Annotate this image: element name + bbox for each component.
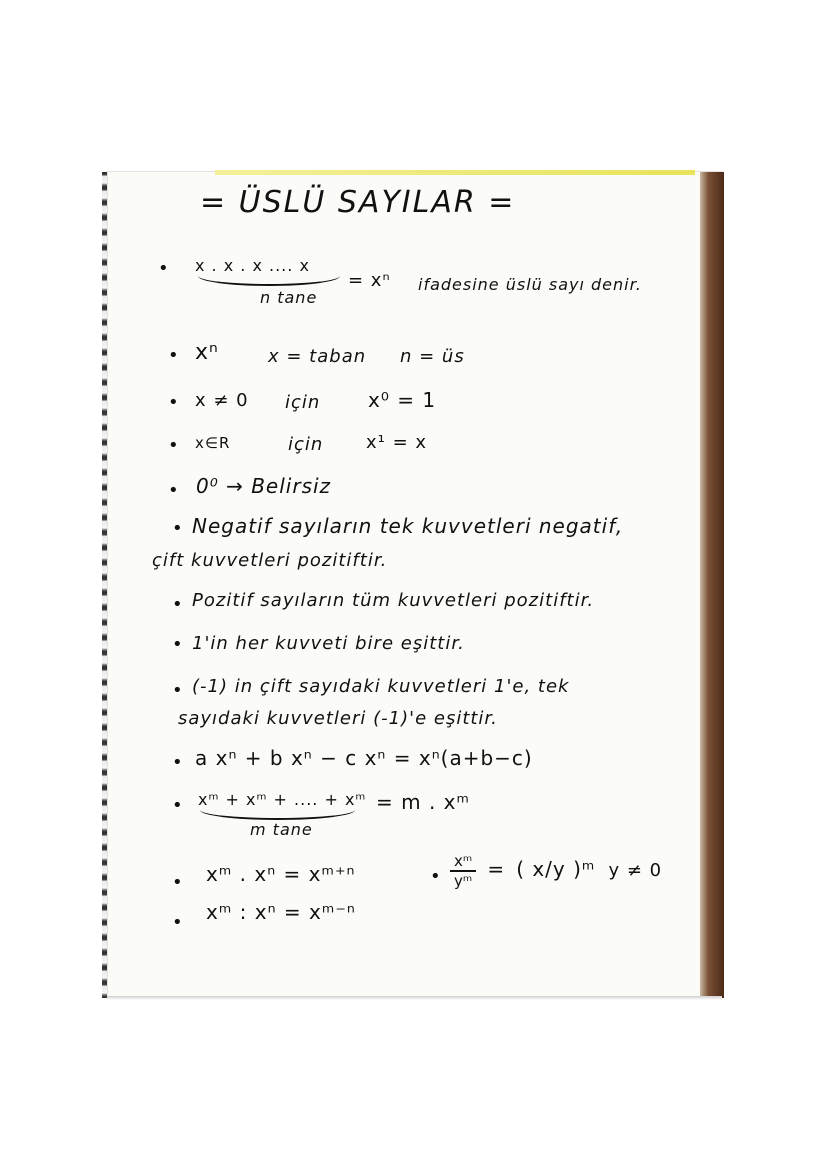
minus-one-rule-line2: sayıdaki kuvvetleri (-1)'e eşittir. (178, 708, 498, 729)
zero-power-rule: x⁰ = 1 (368, 388, 437, 412)
condition-y-not-zero: y ≠ 0 (608, 859, 663, 881)
fraction (450, 852, 476, 890)
condition-x-real: x∈R (195, 434, 231, 452)
bullet-dot: • (168, 435, 179, 456)
negative-rule-line2: çift kuvvetleri pozitiftir. (152, 550, 388, 571)
sum-result: = m . xᵐ (376, 790, 470, 814)
bullet-dot: • (172, 680, 183, 701)
factoring-rule: a xⁿ + b xⁿ − c xⁿ = xⁿ(a+b−c) (195, 746, 533, 770)
product-rule: xᵐ . xⁿ = xᵐ⁺ⁿ (206, 862, 356, 886)
quotient-rule: xᵐ : xⁿ = xᵐ⁻ⁿ (206, 900, 356, 924)
equals-x-n: = xⁿ (348, 270, 391, 291)
one-power-rule: 1'in her kuvveti bire eşittir. (192, 633, 465, 654)
zero-power-zero-undefined: 0⁰ → Belirsiz (196, 474, 332, 498)
icin-label: için (288, 434, 324, 455)
positive-rule: Pozitif sayıların tüm kuvvetleri pozitiftir. (192, 590, 595, 611)
page-title: = ÜSLÜ SAYILAR = (200, 185, 516, 220)
condition-x-not-zero: x ≠ 0 (195, 390, 249, 411)
bullet-dot: • (430, 866, 441, 887)
parenthesized-fraction-power: ( x/y )ᵐ (516, 856, 596, 881)
notebook-cover-edge (700, 172, 724, 998)
bullet-dot: • (172, 872, 183, 893)
exponent-label: n = üs (400, 346, 465, 367)
bullet-dot: • (172, 912, 183, 933)
first-power-rule: x¹ = x (366, 432, 428, 453)
bullet-dot: • (168, 392, 179, 413)
icin-label: için (285, 392, 321, 413)
x-power-n: xⁿ (195, 340, 219, 365)
paper-top-edge (215, 170, 695, 175)
equals-sign: = (487, 856, 506, 881)
bullet-dot: • (172, 634, 183, 655)
fraction-power-rule (450, 852, 662, 890)
product-expression: x . x . x .... x (195, 256, 310, 275)
bullet-dot: • (172, 518, 183, 539)
numerator: xᵐ (450, 852, 476, 872)
bullet-dot: • (168, 345, 179, 366)
brace-label-m: m tane (250, 820, 313, 839)
page-shadow (108, 996, 722, 1000)
denominator: yᵐ (454, 872, 473, 890)
brace-label-n: n tane (260, 288, 318, 307)
base-label: x = taban (268, 346, 367, 367)
bullet-dot: • (172, 752, 183, 773)
bullet-dot: • (158, 258, 169, 279)
sum-expression: xᵐ + xᵐ + .... + xᵐ (198, 790, 367, 809)
definition-text: ifadesine üslü sayı denir. (418, 275, 642, 294)
bullet-dot: • (172, 594, 183, 615)
minus-one-rule-line1: (-1) in çift sayıdaki kuvvetleri 1'e, tek (192, 676, 570, 697)
bullet-dot: • (168, 480, 179, 501)
negative-rule-line1: Negatif sayıların tek kuvvetleri negatif, (192, 514, 624, 538)
bullet-dot: • (172, 795, 183, 816)
